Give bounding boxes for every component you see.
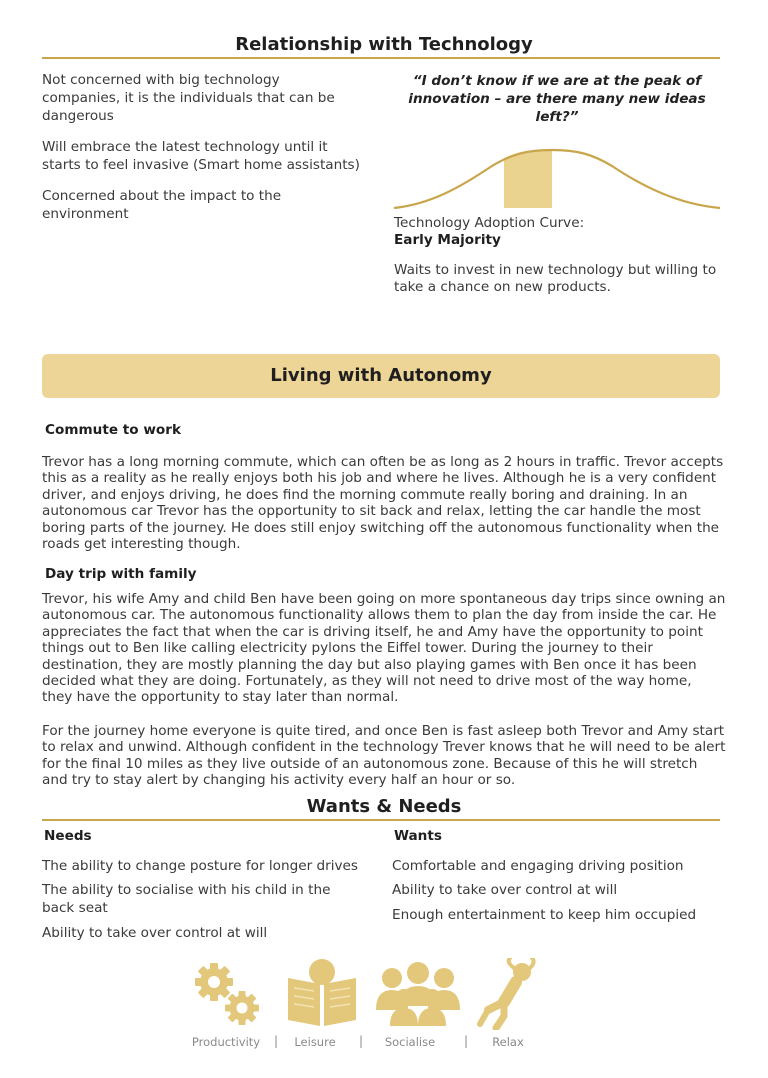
need-item-2: The ability to socialise with his child in the back seat xyxy=(42,882,331,916)
early-majority-segment xyxy=(504,151,552,209)
icon-separator-1: | xyxy=(274,1034,279,1048)
want-item-2: Ability to take over control at will xyxy=(392,882,618,898)
daytrip-heading: Day trip with family xyxy=(45,566,197,582)
tech-point-3: Concerned about the impact to the environment xyxy=(42,188,282,222)
adoption-curve-line xyxy=(394,150,720,208)
book-reader-icon xyxy=(286,958,358,1028)
autonomy-title: Living with Autonomy xyxy=(270,365,492,386)
icon-separator-3: | xyxy=(464,1034,469,1048)
daytrip-paragraph-2: For the journey home everyone is quite tired, and once Ben is fast asleep both Trevor and Amy start to relax and unwind. Although confident in the technology Trever knows that he will need to be alert for the final 10 miles as they live outside of an autonomous zone. Because of this he will stretch and try to stay alert by changing his activity every half an hour or so. xyxy=(42,723,726,789)
relax-icon xyxy=(474,958,538,1030)
commute-heading: Commute to work xyxy=(45,422,181,438)
needs-heading: Needs xyxy=(44,828,92,844)
tech-point-1: Not concerned with big technology companies, it is the individuals that can be dangerous xyxy=(42,72,335,124)
daytrip-paragraph-1: Trevor, his wife Amy and child Ben have been going on more spontaneous day trips since owning an autonomous car. The autonomous functionality allows them to plan the day from inside the car. He appreciates the fact that when the car is driving itself, he and Amy have the opportunity to point things out to Ben like calling electricity pylons the Eiffel tower. During the journey to their destination, they are mostly planning the day but also playing games with Ben once it has been decided what they are doing. Fortunately, as they will not need to drive most of the way home, they have the opportunity to stay later than normal. xyxy=(42,591,726,706)
icon-label-leisure: Leisure xyxy=(294,1035,336,1049)
icon-label-relax: Relax xyxy=(492,1035,524,1049)
adoption-curve-chart xyxy=(392,140,722,212)
curve-label: Technology Adoption Curve: xyxy=(394,215,585,231)
curve-value: Early Majority xyxy=(394,232,501,248)
tech-quote-line1: “I don’t know if we are at the peak of xyxy=(412,73,702,89)
tech-quote-line2: innovation – are there many new ideas left?” xyxy=(408,91,706,125)
want-item-1: Comfortable and engaging driving position xyxy=(392,858,684,874)
want-item-3: Enough entertainment to keep him occupied xyxy=(392,907,697,923)
tech-point-2: Will embrace the latest technology until it starts to feel invasive (Smart home assistants) xyxy=(42,139,360,173)
wants-needs-rule xyxy=(42,819,720,821)
icon-label-socialise: Socialise xyxy=(384,1035,436,1049)
need-item-3: Ability to take over control at will xyxy=(42,925,268,941)
wants-heading: Wants xyxy=(394,828,442,844)
tech-quote xyxy=(392,72,722,126)
icon-separator-2: | xyxy=(359,1034,364,1048)
autonomy-banner xyxy=(42,354,720,398)
gears-icon xyxy=(190,958,264,1030)
commute-paragraph: Trevor has a long morning commute, which can often be as long as 2 hours in traffic. Trevor accepts this as a reality as he really enjoys both his job and where he lives. Although he is a very confident driver, and enjoys driving, he does find the morning commute really boring and draining. In an autonomous car Trevor has the opportunity to sit back and relax, letting the car handle the most boring parts of the journey. He does still enjoy switching off the autonomous functionality when the roads get interesting though. xyxy=(42,454,724,553)
need-item-1: The ability to change posture for longer drives xyxy=(42,858,358,874)
group-icon xyxy=(374,960,462,1030)
tech-title-rule xyxy=(42,57,720,59)
wants-needs-title: Wants & Needs xyxy=(306,796,462,817)
curve-description: Waits to invest in new technology but willing to take a chance on new products. xyxy=(394,262,717,295)
icon-label-productivity: Productivity xyxy=(191,1035,261,1049)
tech-section-title: Relationship with Technology xyxy=(235,34,533,55)
